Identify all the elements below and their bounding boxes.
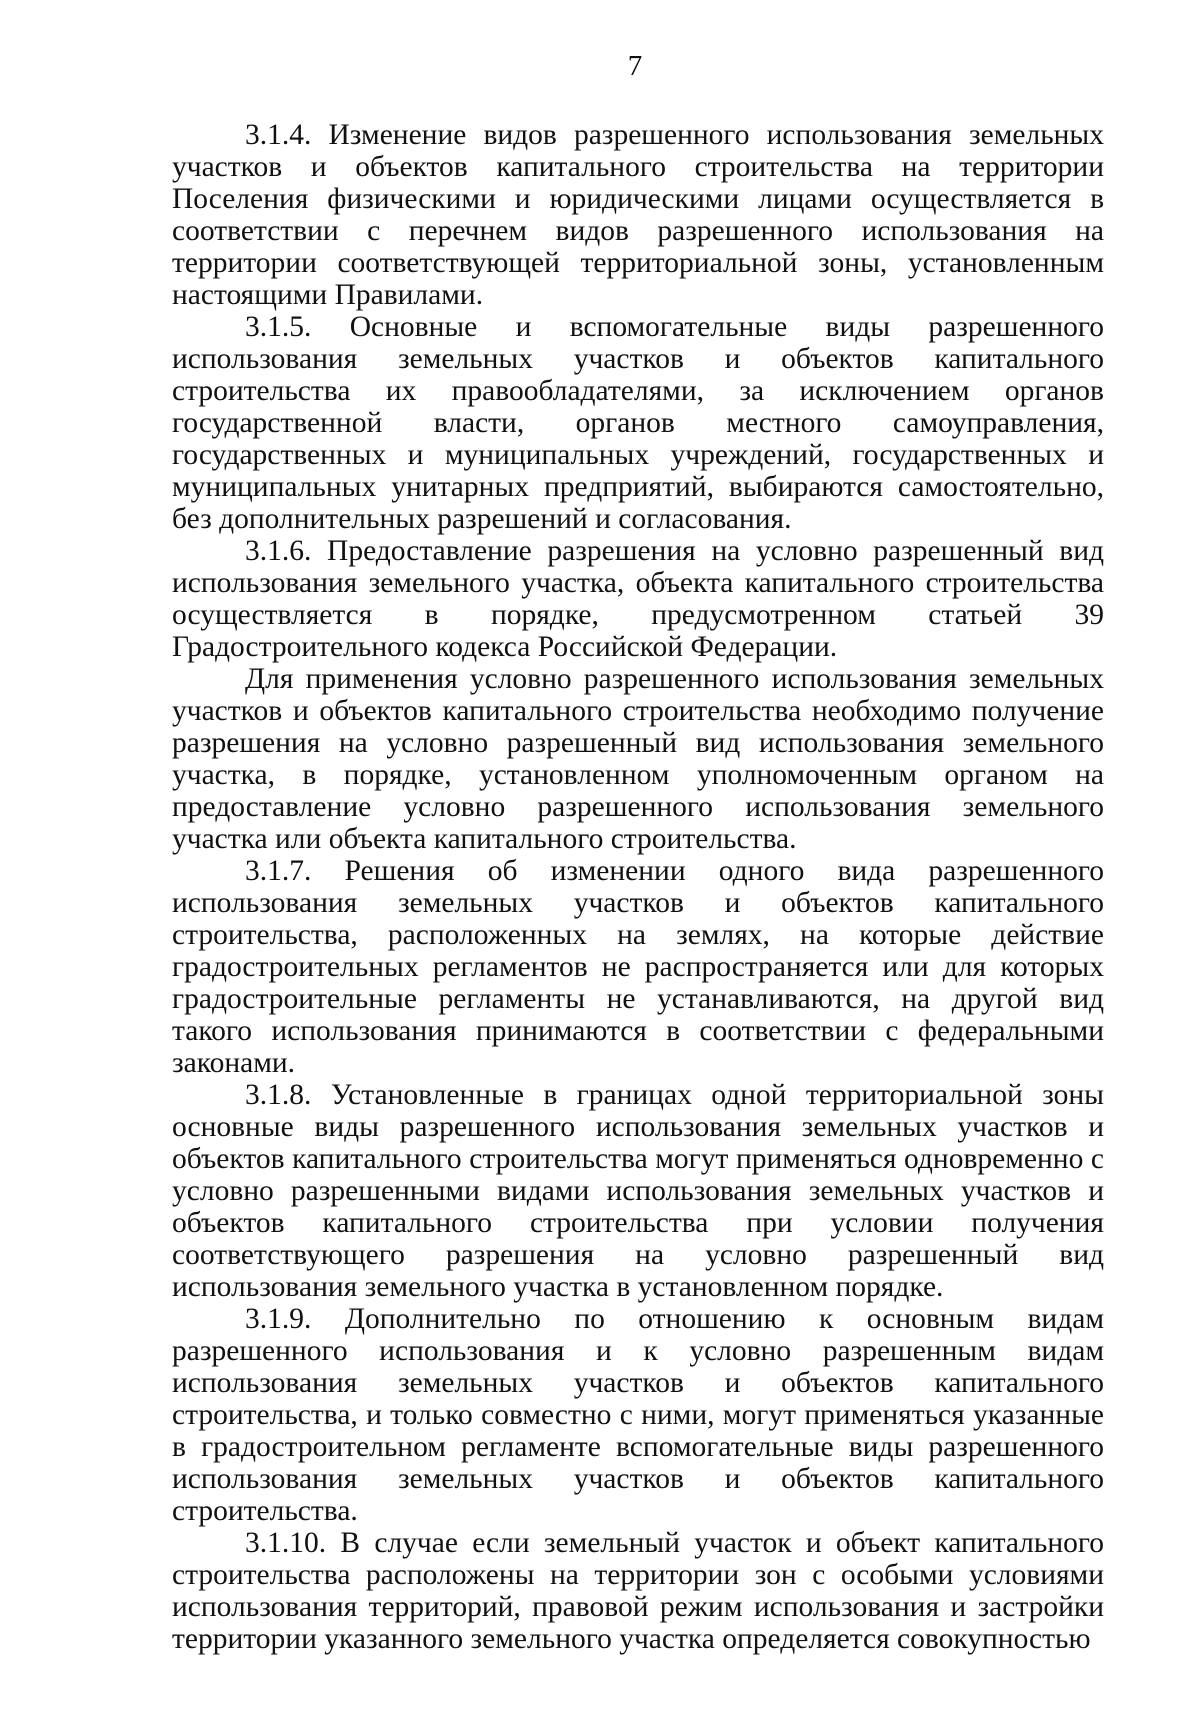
paragraph-number: 3.1.4. — [245, 119, 312, 151]
paragraph-number: 3.1.8. — [245, 1079, 312, 1111]
paragraph-number: 3.1.6. — [245, 535, 312, 567]
paragraph-3-1-10 — [172, 1527, 1104, 1655]
page-number: 7 — [627, 50, 643, 82]
paragraph-text: Для применения условно разрешенного использования земельных участков и объектов капитального строительства необходимо получение разрешения на условно разрешенный вид использования земельного участка, в порядке, установленном уполномоченным органом на предоставление условно разрешенного использования земельного участка или объекта капитального строительства. — [172, 663, 1104, 855]
paragraph-text: Предоставление разрешения на условно разрешенный вид использования земельного участка, объекта капитального строительства осуществляется в порядке, предусмотренном статьей 39 Градостроительного кодекса Российской Федерации. — [172, 535, 1104, 663]
paragraph-number: 3.1.10. — [245, 1527, 327, 1559]
paragraph-3-1-4 — [172, 119, 1104, 311]
paragraph-3-1-7 — [172, 855, 1104, 1079]
paragraph-3-1-9 — [172, 1303, 1104, 1527]
paragraph-number: 3.1.5. — [245, 311, 312, 343]
paragraph-text: Решения об изменении одного вида разрешенного использования земельных участков и объектов капитального строительства, расположенных на землях, на которые действие градостроительных регламентов не распространяется или для которых градостроительные регламенты не устанавливаются, на другой вид такого использования принимаются в соответствии с федеральными законами. — [172, 855, 1104, 1079]
document-body — [172, 119, 1104, 1655]
paragraph-text: В случае если земельный участок и объект капитального строительства расположены на территории зон с особыми условиями использования территорий, правовой режим использования и застройки территории указанного земельного участка определяется совокупностью — [172, 1527, 1105, 1655]
paragraph-text: Дополнительно по отношению к основным видам разрешенного использования и к условно разрешенным видам использования земельных участков и объектов капитального строительства, и только совместно с ними, могут применяться указанные в градостроительном регламенте вспомогательные виды разрешенного использования земельных участков и объектов капитального строительства. — [172, 1303, 1104, 1527]
paragraph-3-1-8 — [172, 1079, 1104, 1303]
paragraph-number: 3.1.7. — [245, 855, 312, 887]
paragraph-number: 3.1.9. — [245, 1303, 312, 1335]
paragraph-text: Основные и вспомогательные виды разрешенного использования земельных участков и объектов капитального строительства их правообладателями, за исключением органов государственной власти, органов местного самоуправления, государственных и муниципальных учреждений, государственных и муниципальных унитарных предприятий, выбираются самостоятельно, без дополнительных разрешений и согласования. — [172, 311, 1104, 535]
paragraph-3-1-5 — [172, 311, 1104, 535]
paragraph-text: Изменение видов разрешенного использования земельных участков и объектов капитального строительства на территории Поселения физическими и юридическими лицами осуществляется в соответствии с перечнем видов разрешенного использования на территории соответствующей территориальной зоны, установленным настоящими Правилами. — [172, 119, 1105, 311]
paragraph-3-1-6 — [172, 535, 1104, 663]
paragraph-text: Установленные в границах одной территориальной зоны основные виды разрешенного использования земельных участков и объектов капитального строительства могут применяться одновременно с условно разрешенными видами использования земельных участков и объектов капитального строительства при условии получения соответствующего разрешения на условно разрешенный вид использования земельного участка в установленном порядке. — [172, 1079, 1104, 1303]
paragraph-conditional-use — [172, 663, 1104, 855]
